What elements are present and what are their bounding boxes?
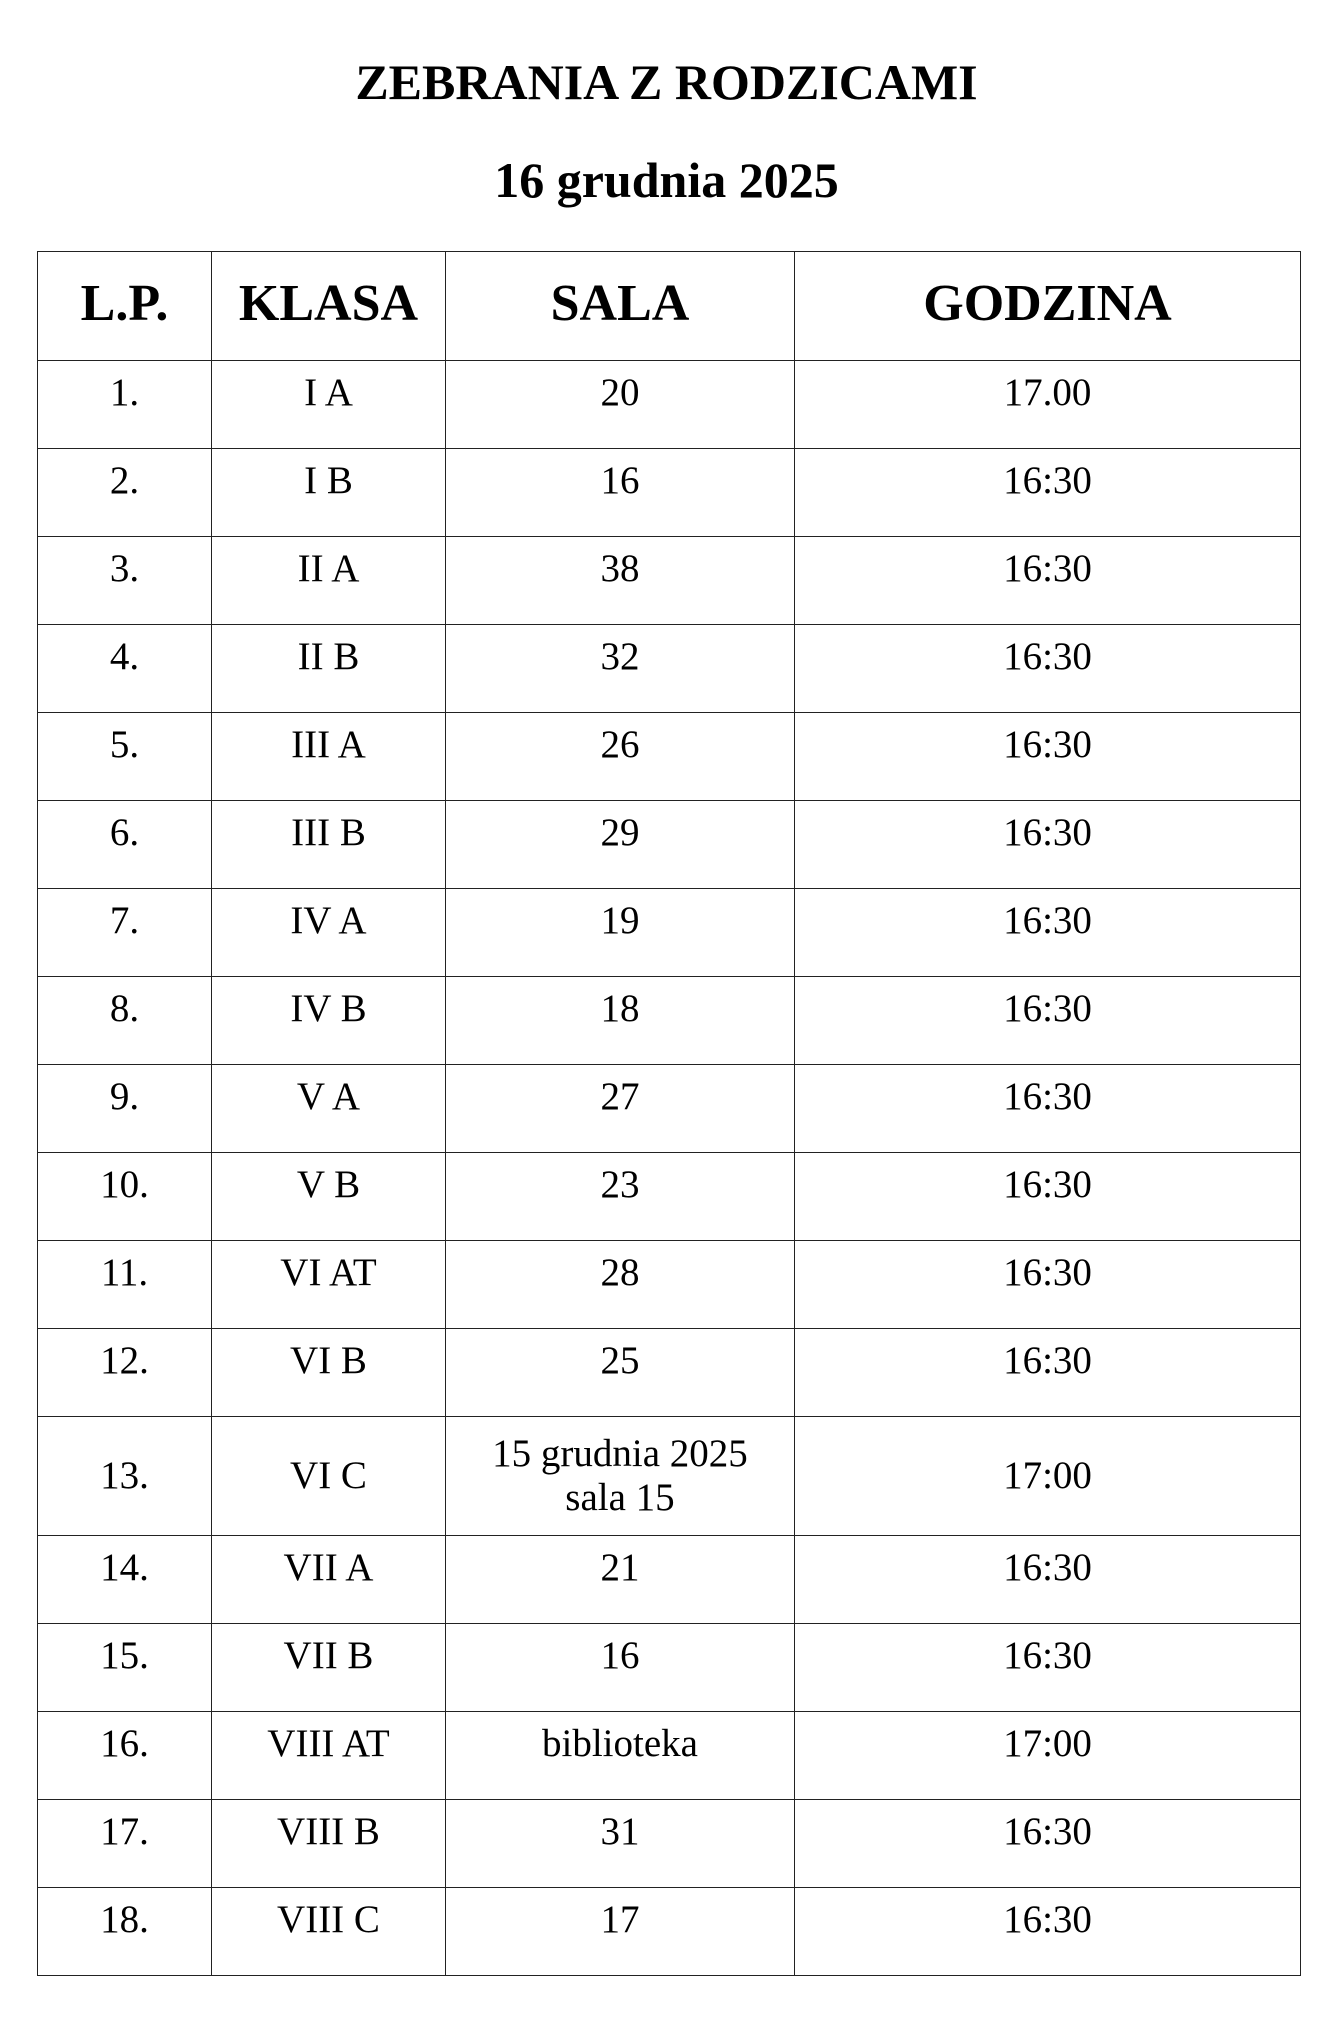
table-row	[38, 1329, 1301, 1417]
cell-lp: 7.	[38, 889, 212, 977]
table-row	[38, 1065, 1301, 1153]
header-lp: L.P.	[38, 252, 212, 361]
cell-lp: 18.	[38, 1888, 212, 1976]
cell-klasa: I B	[212, 449, 446, 537]
cell-godzina: 16:30	[795, 889, 1301, 977]
cell-klasa: V A	[212, 1065, 446, 1153]
table-row	[38, 801, 1301, 889]
header-klasa: KLASA	[212, 252, 446, 361]
table-row	[38, 1536, 1301, 1624]
cell-klasa: II A	[212, 537, 446, 625]
cell-lp: 5.	[38, 713, 212, 801]
table-row	[38, 889, 1301, 977]
cell-godzina: 17:00	[795, 1712, 1301, 1800]
table-header	[38, 252, 1301, 361]
cell-sala: 25	[446, 1329, 795, 1417]
cell-sala: 28	[446, 1241, 795, 1329]
cell-godzina: 16:30	[795, 1536, 1301, 1624]
table-row	[38, 713, 1301, 801]
cell-klasa: VIII AT	[212, 1712, 446, 1800]
cell-klasa: VII B	[212, 1624, 446, 1712]
table-row	[38, 537, 1301, 625]
cell-klasa: IV A	[212, 889, 446, 977]
table-row	[38, 1888, 1301, 1976]
cell-klasa: V B	[212, 1153, 446, 1241]
cell-lp: 1.	[38, 361, 212, 449]
cell-godzina: 16:30	[795, 977, 1301, 1065]
table-row	[38, 977, 1301, 1065]
table-body	[38, 361, 1301, 1976]
cell-klasa: VIII B	[212, 1800, 446, 1888]
cell-godzina: 16:30	[795, 1241, 1301, 1329]
cell-klasa: I A	[212, 361, 446, 449]
cell-lp: 2.	[38, 449, 212, 537]
cell-sala: 38	[446, 537, 795, 625]
cell-sala: 23	[446, 1153, 795, 1241]
table-row	[38, 1417, 1301, 1536]
cell-lp: 11.	[38, 1241, 212, 1329]
cell-sala: 20	[446, 361, 795, 449]
cell-klasa: IV B	[212, 977, 446, 1065]
cell-lp: 6.	[38, 801, 212, 889]
cell-lp: 12.	[38, 1329, 212, 1417]
cell-godzina: 16:30	[795, 449, 1301, 537]
header-sala: SALA	[446, 252, 795, 361]
cell-sala: 18	[446, 977, 795, 1065]
document-title: ZEBRANIA Z RODZICAMI	[355, 54, 978, 110]
cell-sala: 31	[446, 1800, 795, 1888]
cell-sala: 29	[446, 801, 795, 889]
cell-lp: 13.	[38, 1417, 212, 1536]
table-row	[38, 1241, 1301, 1329]
cell-godzina: 17.00	[795, 361, 1301, 449]
cell-godzina: 17:00	[795, 1417, 1301, 1536]
cell-godzina: 16:30	[795, 713, 1301, 801]
table-row	[38, 625, 1301, 713]
cell-sala: 19	[446, 889, 795, 977]
table-row	[38, 1800, 1301, 1888]
cell-klasa: VI B	[212, 1329, 446, 1417]
cell-sala: biblioteka	[446, 1712, 795, 1800]
document-date: 16 grudnia 2025	[494, 152, 839, 208]
cell-lp: 8.	[38, 977, 212, 1065]
cell-lp: 9.	[38, 1065, 212, 1153]
cell-lp: 14.	[38, 1536, 212, 1624]
cell-godzina: 16:30	[795, 625, 1301, 713]
schedule-table	[37, 251, 1301, 1976]
header-row	[38, 252, 1301, 361]
table-row	[38, 1624, 1301, 1712]
cell-godzina: 16:30	[795, 1065, 1301, 1153]
cell-klasa: VIII C	[212, 1888, 446, 1976]
cell-godzina: 16:30	[795, 1329, 1301, 1417]
cell-klasa: II B	[212, 625, 446, 713]
cell-lp: 17.	[38, 1800, 212, 1888]
cell-sala: 26	[446, 713, 795, 801]
cell-godzina: 16:30	[795, 1800, 1301, 1888]
cell-godzina: 16:30	[795, 1153, 1301, 1241]
table-row	[38, 361, 1301, 449]
cell-klasa: III B	[212, 801, 446, 889]
cell-lp: 4.	[38, 625, 212, 713]
cell-klasa: III A	[212, 713, 446, 801]
cell-sala: 17	[446, 1888, 795, 1976]
cell-sala-date: 15 grudnia 2025	[492, 1432, 748, 1475]
cell-sala	[446, 1417, 795, 1536]
cell-godzina: 16:30	[795, 1888, 1301, 1976]
header-godzina: GODZINA	[795, 252, 1301, 361]
table-row	[38, 449, 1301, 537]
cell-sala: 16	[446, 449, 795, 537]
cell-klasa: VI AT	[212, 1241, 446, 1329]
cell-lp: 15.	[38, 1624, 212, 1712]
cell-sala: 21	[446, 1536, 795, 1624]
cell-godzina: 16:30	[795, 1624, 1301, 1712]
cell-klasa: VII A	[212, 1536, 446, 1624]
table-row	[38, 1712, 1301, 1800]
cell-klasa: VI C	[212, 1417, 446, 1536]
cell-sala: 32	[446, 625, 795, 713]
cell-sala-room: sala 15	[565, 1476, 675, 1519]
table-row	[38, 1153, 1301, 1241]
cell-godzina: 16:30	[795, 537, 1301, 625]
cell-lp: 16.	[38, 1712, 212, 1800]
cell-sala: 27	[446, 1065, 795, 1153]
cell-lp: 3.	[38, 537, 212, 625]
cell-godzina: 16:30	[795, 801, 1301, 889]
cell-sala: 16	[446, 1624, 795, 1712]
cell-lp: 10.	[38, 1153, 212, 1241]
